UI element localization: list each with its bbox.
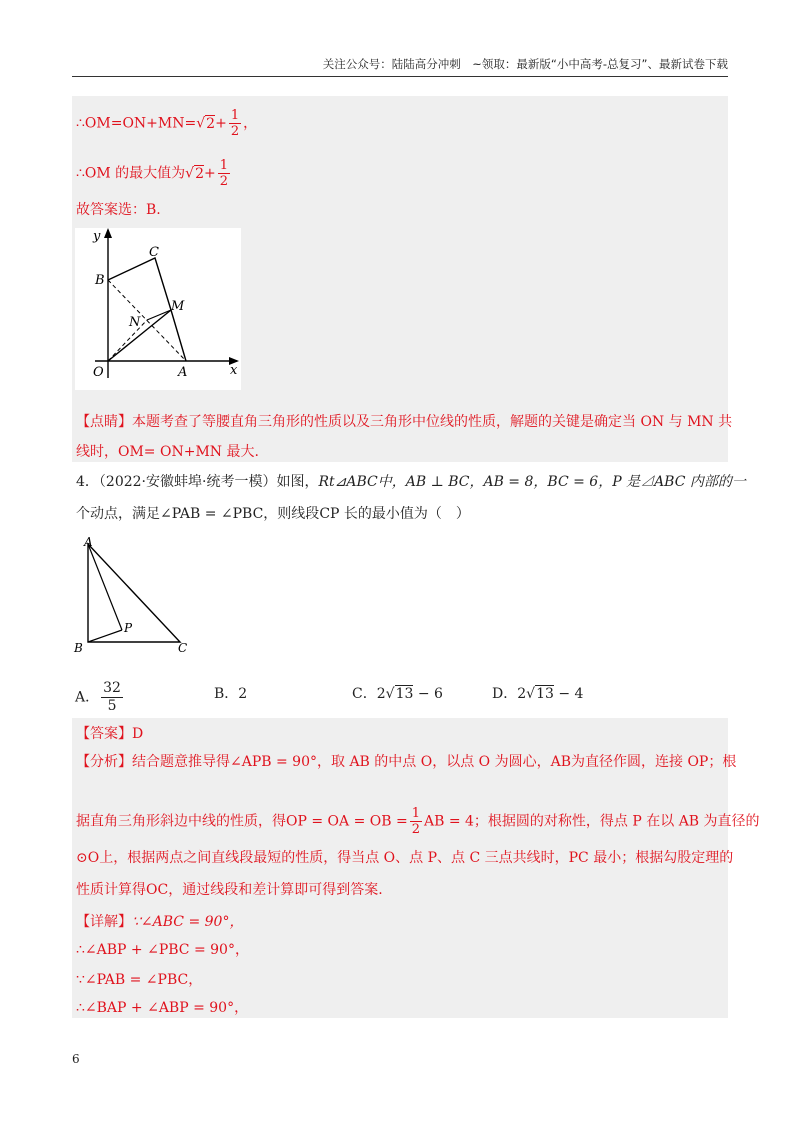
figure-square-axes xyxy=(75,228,241,390)
analysis-line-3: ⊙O上，根据两点之间直线段最短的性质，得当点 O、点 P、点 C 三点共线时，PC 最小；根据勾股定理的 xyxy=(76,850,734,866)
analysis-line-4: 性质计算得OC，通过线段和差计算即可得到答案. xyxy=(76,882,383,898)
label-o: O xyxy=(93,365,104,380)
option-a-fraction: $\frac{32}{5}$ xyxy=(103,680,121,714)
label-a2: A xyxy=(84,535,93,549)
comment-line-2: 线时，OM= ON+MN 最大. xyxy=(76,444,259,460)
label-m: M xyxy=(171,299,185,314)
option-b[interactable]: B．2 xyxy=(214,686,248,702)
answer-line: 故答案选：B. xyxy=(76,202,161,218)
label-c: C xyxy=(149,245,159,260)
solution-line-2: ∴OM 的最大值为√2+ $\frac{1}{2}$ xyxy=(76,158,229,189)
page-number: 6 xyxy=(72,1052,80,1066)
analysis-fraction: $\frac{1}{2}$ xyxy=(411,806,420,837)
option-c[interactable]: C．2√13 − 6 xyxy=(352,686,443,702)
label-c2: C xyxy=(178,641,188,655)
detail-line-2: ∴∠ABP + ∠PBC = 90°， xyxy=(76,942,249,958)
detail-line-1: 【详解】∵∠ABC = 90°， xyxy=(76,914,244,930)
comment-line-1: 【点睛】本题考查了等腰直角三角形的性质以及三角形中位线的性质，解题的关键是确定当 ON 与 MN 共 xyxy=(76,414,733,430)
label-n: N xyxy=(129,315,141,330)
label-b2: B xyxy=(74,641,83,655)
question-4-line-2: 个动点，满足∠PAB = ∠PBC，则线段CP 长的最小值为（ ） xyxy=(76,506,470,522)
sqrt-expr-2: √2 xyxy=(185,165,205,182)
fraction: $\frac{1}{2}$ xyxy=(230,108,240,139)
sqrt-expr: √2 xyxy=(196,115,216,132)
detail-line-3: ∵∠PAB = ∠PBC， xyxy=(76,972,203,988)
page-header: 关注公众号：陆陆高分冲刺 ~领取：最新版“小中高考-总复习”、最新试卷下载 xyxy=(72,56,728,77)
label-b: B xyxy=(95,273,105,288)
figure-triangle xyxy=(72,534,197,658)
fraction-2: $\frac{1}{2}$ xyxy=(219,158,229,189)
label-a: A xyxy=(178,365,188,380)
analysis-line-2: 据直角三角形斜边中线的性质，得OP = OA = OB = $\frac{1}{2}$ AB = 4；根据圆的对称性，得点 P 在以 AB 为直径的 xyxy=(76,806,760,837)
label-p: P xyxy=(124,621,133,635)
solution-line-1: ∴OM=ON+MN=√2+ $\frac{1}{2}$ ， xyxy=(76,108,258,139)
label-x: x xyxy=(230,363,238,378)
option-d[interactable]: D．2√13 − 4 xyxy=(492,686,584,702)
analysis-line-1: 【分析】结合题意推导得∠APB = 90°，取 AB 的中点 O，以点 O 为圆心，AB为直径作圆，连接 OP；根 xyxy=(76,754,737,770)
detail-line-4: ∴∠BAP + ∠ABP = 90°， xyxy=(76,1000,249,1016)
question-4-line-1: 4．（2022·安徽蚌埠·统考一模）如图，Rt⊿ABC中，AB ⊥ BC，AB = 8，BC = 6，P 是⊿ABC 内部的一 xyxy=(76,474,746,490)
answer-row: 【答案】D xyxy=(76,726,144,742)
option-a[interactable]: A． $\frac{32}{5}$ xyxy=(75,680,121,714)
label-y: y xyxy=(93,229,101,244)
